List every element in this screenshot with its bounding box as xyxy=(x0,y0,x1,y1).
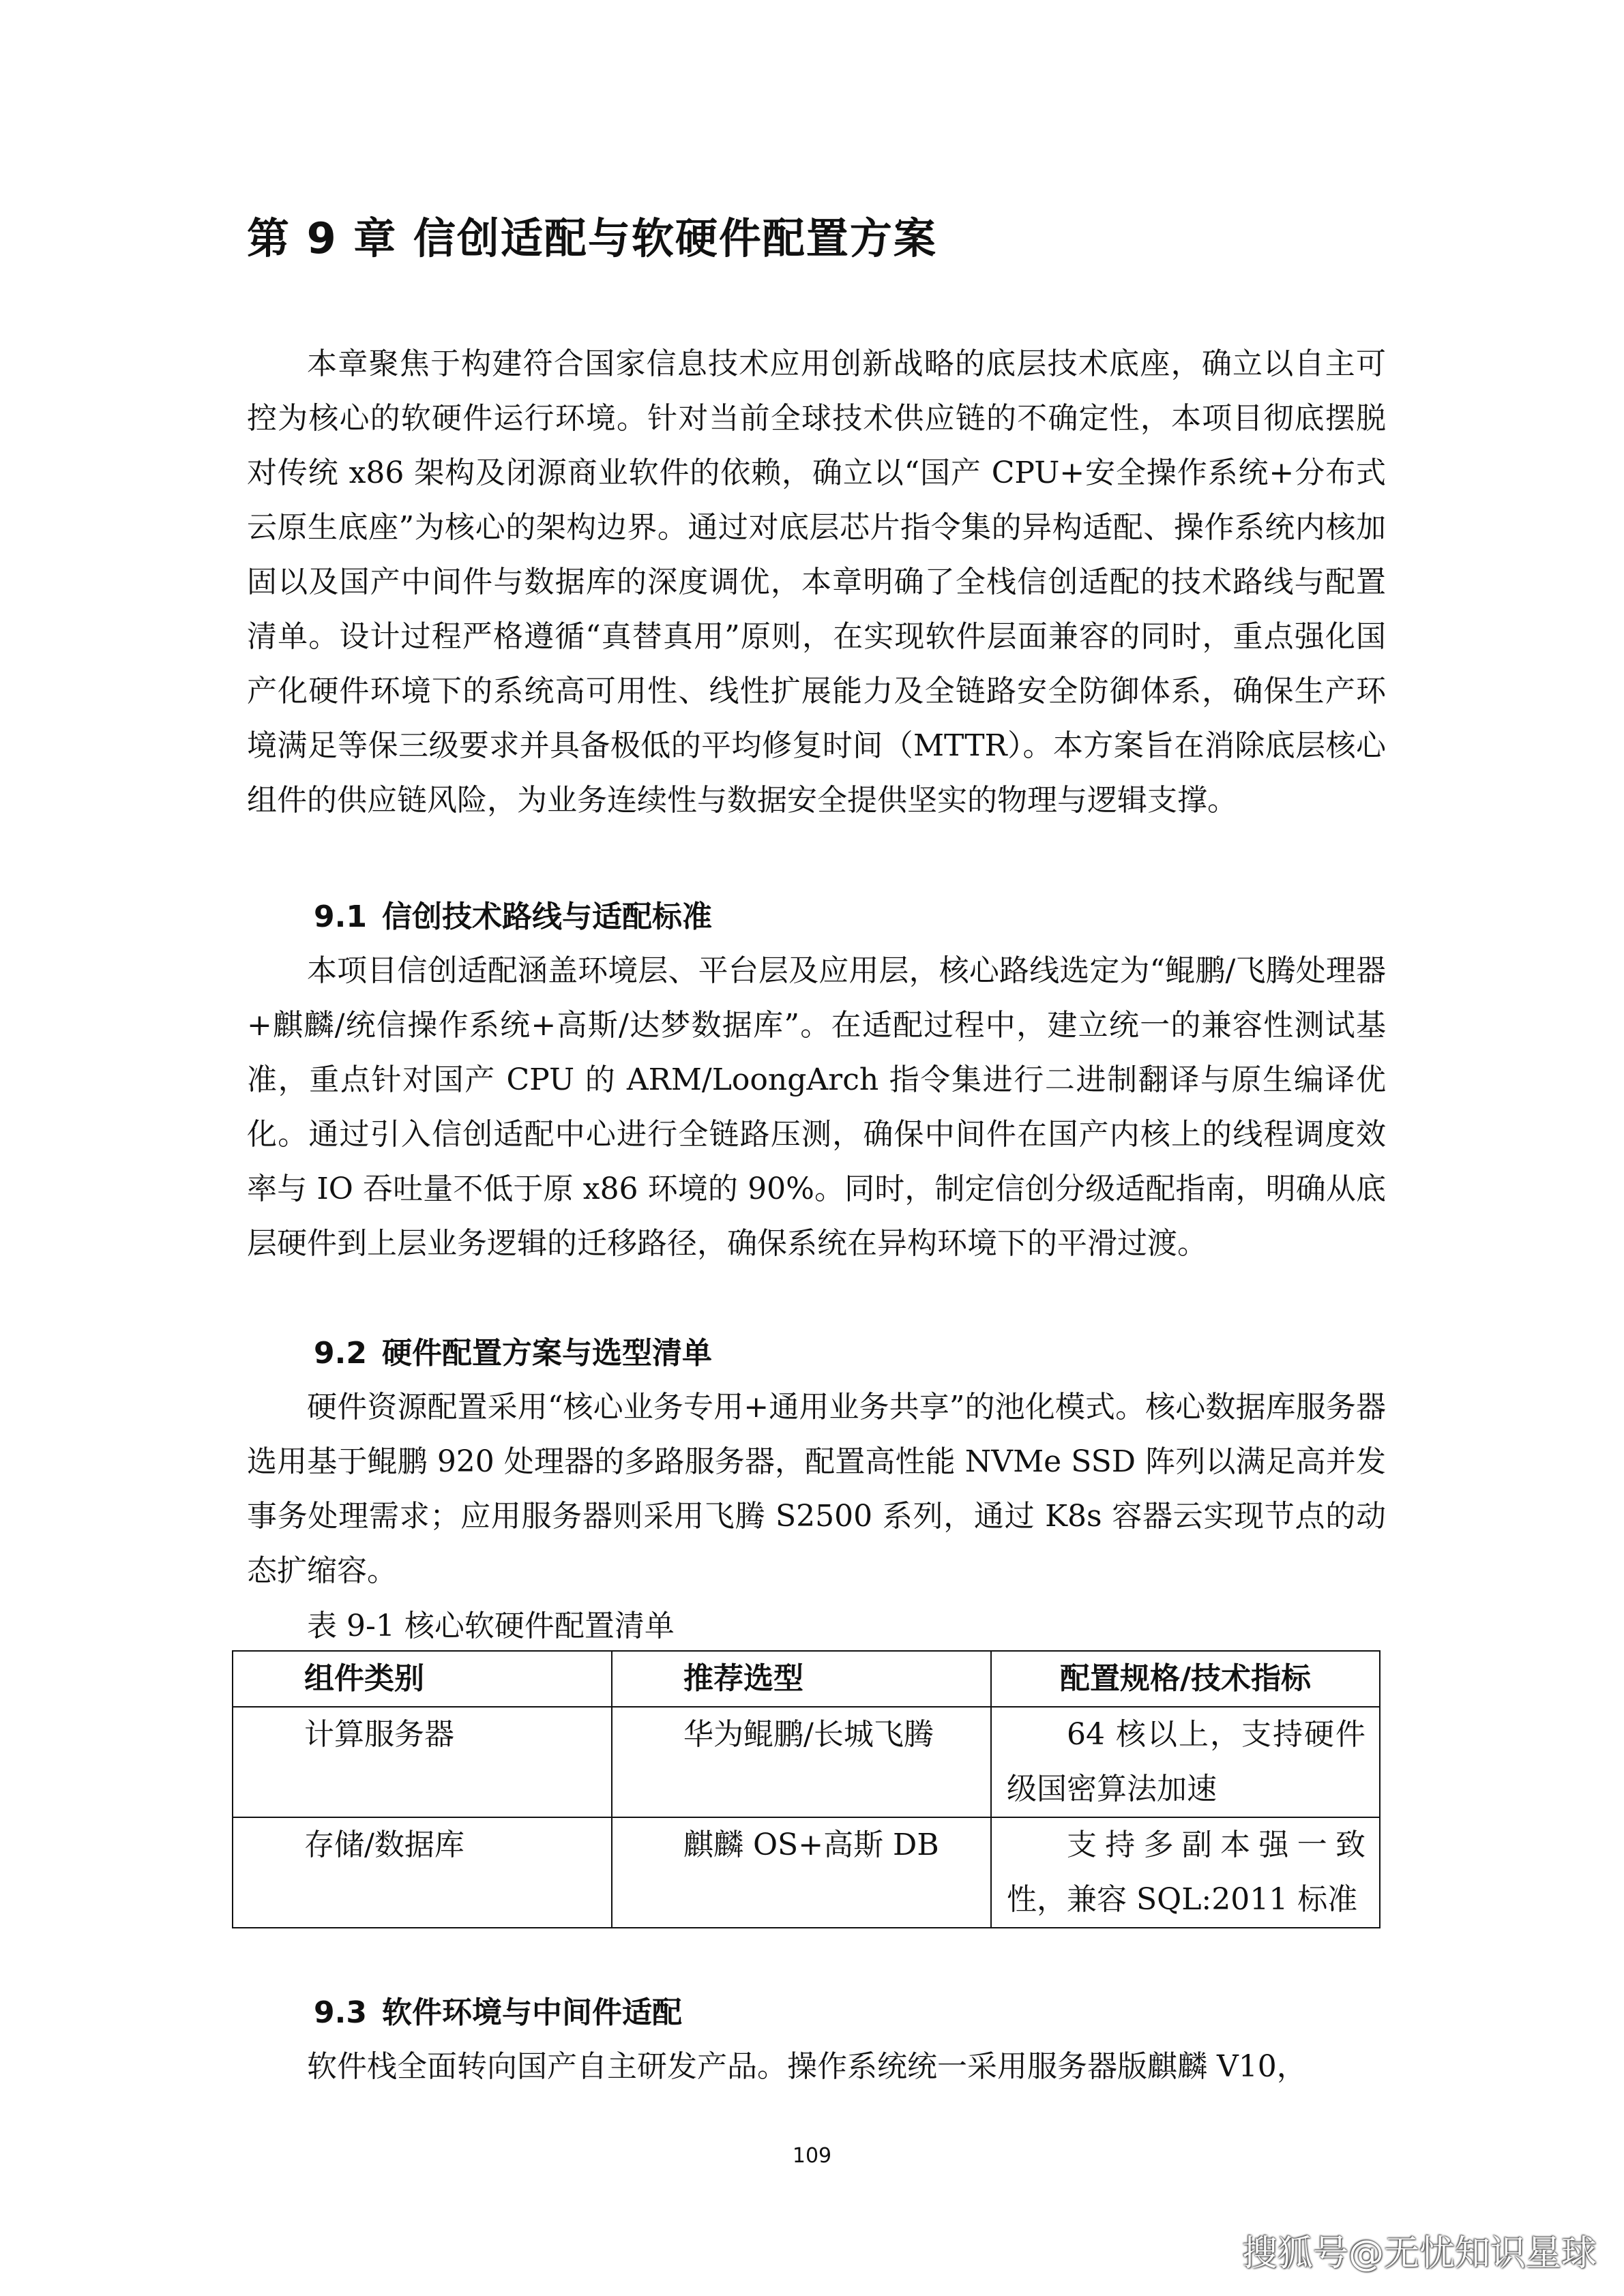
section-number: 9.3 xyxy=(314,1995,367,2030)
section-title: 硬件配置方案与选型清单 xyxy=(381,1336,712,1371)
table-cell: 计算服务器 xyxy=(233,1707,612,1817)
table-header-cell: 组件类别 xyxy=(233,1651,612,1707)
table-cell: 64 核以上，支持硬件级国密算法加速 xyxy=(991,1707,1380,1817)
section-9-3-paragraph: 软件栈全面转向国产自主研发产品。操作系统统一采用服务器版麒麟 V10， xyxy=(307,2049,1307,2084)
chapter-title: 第 9 章 信创适配与软硬件配置方案 xyxy=(247,213,937,263)
section-title: 信创技术路线与适配标准 xyxy=(381,899,712,934)
table-header-cell: 配置规格/技术指标 xyxy=(991,1651,1380,1707)
table-header-cell: 推荐选型 xyxy=(612,1651,991,1707)
section-number: 9.2 xyxy=(314,1336,367,1371)
table-header-row xyxy=(233,1651,1380,1707)
table-row xyxy=(233,1707,1380,1817)
section-9-1-paragraph: 本项目信创适配涵盖环境层、平台层及应用层，核心路线选定为“鲲鹏/飞腾处理器+麒麟/统信操作系统+高斯/达梦数据库”。在适配过程中，建立统一的兼容性测试基准，重点针对国产 CPU 的 ARM/LoongArch 指令集进行二进制翻译与原生编译优化。通过引入信创适配中心进行全链路压测，确保中间件在国产内核上的线程调度效率与 IO 吞吐量不低于原 x86 环境的 90%。同时，制定信创分级适配指南，明确从底层硬件到上层业务逻辑的迁移路径，确保系统在异构环境下的平滑过渡。 xyxy=(247,953,1386,1261)
section-heading-9-3 xyxy=(314,1988,682,2031)
watermark: 搜狐号@无忧知识星球 xyxy=(1241,2233,1597,2274)
section-number: 9.1 xyxy=(314,899,367,934)
table-row xyxy=(233,1817,1380,1928)
section-title: 软件环境与中间件适配 xyxy=(381,1995,682,2030)
section-9-2-paragraph: 硬件资源配置采用“核心业务专用+通用业务共享”的池化模式。核心数据库服务器选用基于鲲鹏 920 处理器的多路服务器，配置高性能 NVMe SSD 阵列以满足高并发事务处理需求；应用服务器则采用飞腾 S2500 系列，通过 K8s 容器云实现节点的动态扩缩容。 xyxy=(247,1390,1386,1588)
section-heading-9-1 xyxy=(314,892,712,936)
table-cell: 华为鲲鹏/长城飞腾 xyxy=(612,1707,991,1817)
config-table xyxy=(232,1650,1381,1928)
section-heading-9-2 xyxy=(314,1328,712,1372)
table-cell: 存储/数据库 xyxy=(233,1817,612,1928)
table-cell: 麒麟 OS+高斯 DB xyxy=(612,1817,991,1928)
table-cell: 支持多副本强一致性，兼容 SQL:2011 标准 xyxy=(991,1817,1380,1928)
page-number: 109 xyxy=(792,2144,832,2168)
chapter-intro-paragraph: 本章聚焦于构建符合国家信息技术应用创新战略的底层技术底座，确立以自主可控为核心的软硬件运行环境。针对当前全球技术供应链的不确定性，本项目彻底摆脱对传统 x86 架构及闭源商业软件的依赖，确立以“国产 CPU+安全操作系统+分布式云原生底座”为核心的架构边界。通过对底层芯片指令集的异构适配、操作系统内核加固以及国产中间件与数据库的深度调优，本章明确了全栈信创适配的技术路线与配置清单。设计过程严格遵循“真替真用”原则，在实现软件层面兼容的同时，重点强化国产化硬件环境下的系统高可用性、线性扩展能力及全链路安全防御体系，确保生产环境满足等保三级要求并具备极低的平均修复时间（MTTR）。本方案旨在消除底层核心组件的供应链风险，为业务连续性与数据安全提供坚实的物理与逻辑支撑。 xyxy=(247,346,1386,818)
table-caption: 表 9-1 核心软硬件配置清单 xyxy=(307,1609,675,1643)
